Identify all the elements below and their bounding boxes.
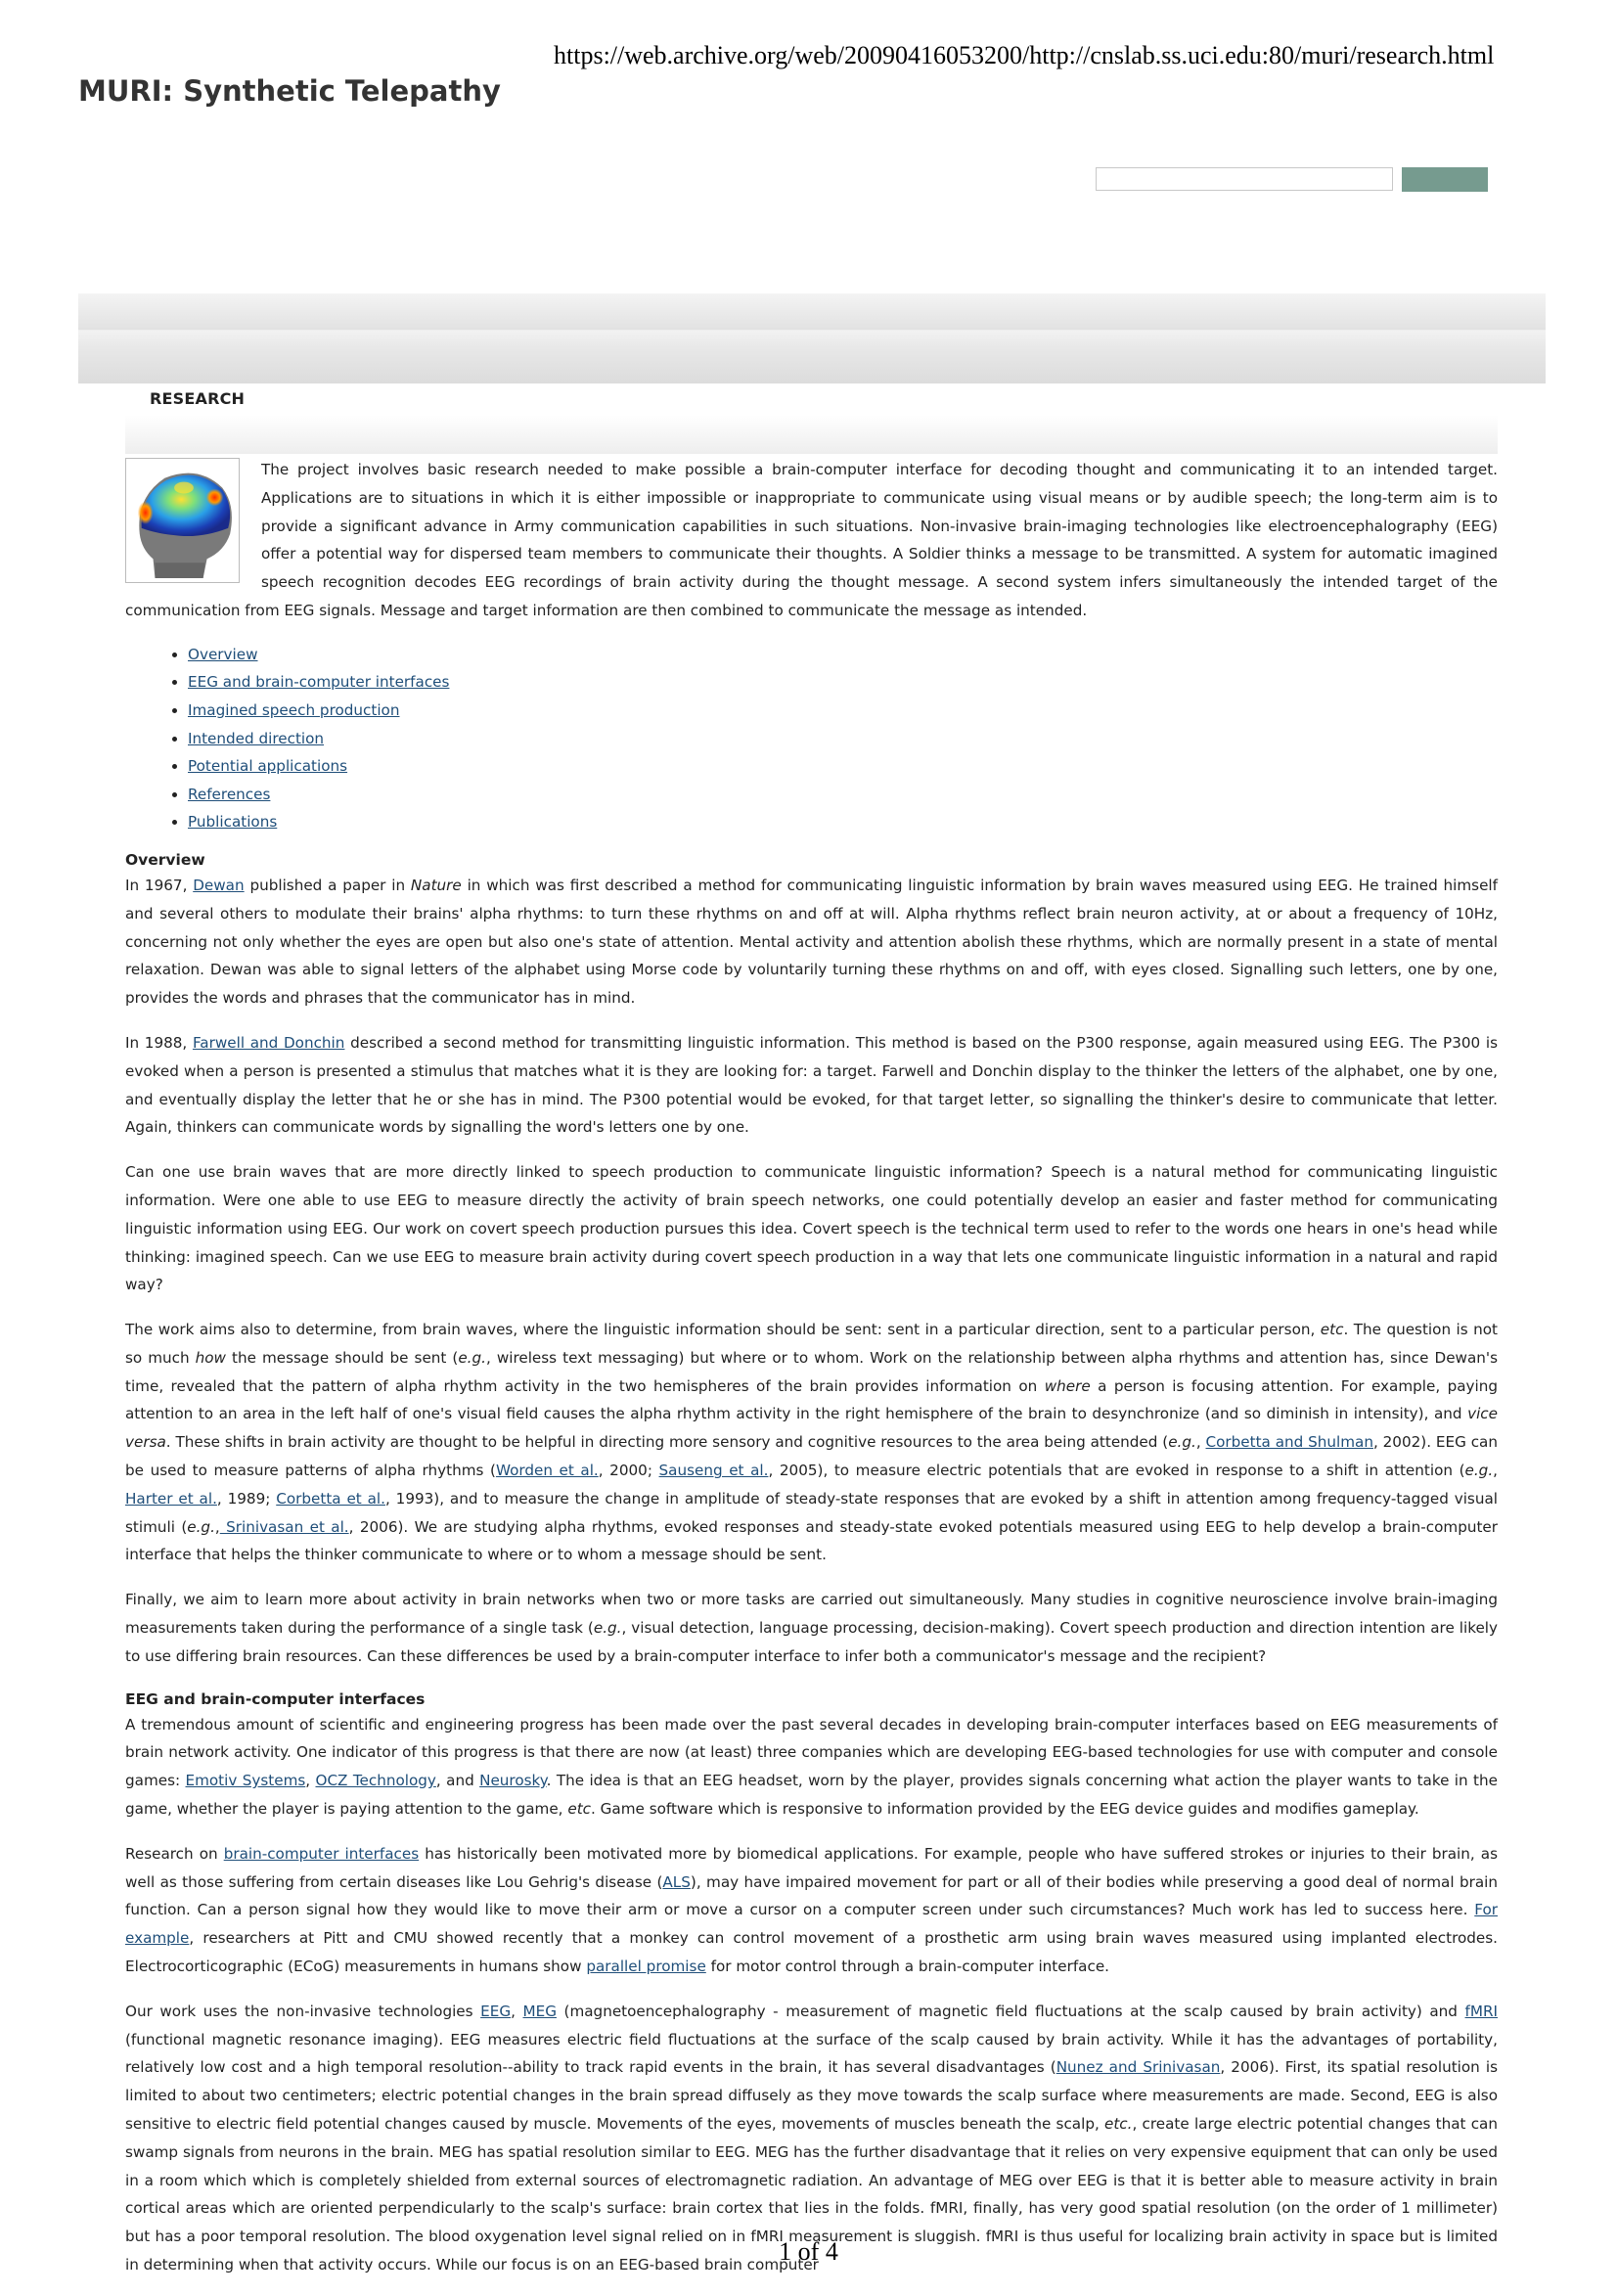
toc-link-intended-direction[interactable]: Intended direction: [188, 729, 325, 747]
link-fmri[interactable]: fMRI: [1464, 2002, 1499, 2020]
toc-item: [188, 752, 1498, 781]
link-parallel-promise[interactable]: parallel promise: [586, 1958, 706, 1976]
link-bci[interactable]: brain-computer interfaces: [223, 1844, 420, 1863]
overview-heading: Overview: [125, 850, 205, 869]
link-for-example[interactable]: For example: [125, 1901, 1498, 1948]
link-sauseng[interactable]: Sauseng et al.: [658, 1462, 769, 1480]
navigation-bar: [78, 293, 1546, 383]
eeg-bci-paragraph-2: Research on brain-computer interfaces has historically been motivated more by biomedical applications. For example, people who have suffered strokes or injuries to their brain, as well as those suffering from certain diseases like Lou Gehrig's disease (ALS), may have impaired movement for part or all of their bodies while preserving a good deal of normal brain function. Can a person signal how they would like to move their arm or move a cursor on a computer screen under such circumstances? Much work has led to success here. For example, researchers at Pitt and CMU showed recently that a monkey can control movement of a prosthetic arm using brain waves measured using implanted electrodes. Electrocorticographic (ECoG) measurements in humans show parallel promise for motor control through a brain-computer interface.: [125, 1844, 1498, 1976]
intro-block: [125, 456, 1498, 625]
search-input[interactable]: [1096, 167, 1393, 191]
link-emotiv[interactable]: Emotiv Systems: [185, 1772, 306, 1790]
overview-paragraph-1: In 1967, Dewan published a paper in Nature in which was first described a method for communicating linguistic information by brain waves measured using EEG. He trained himself and several others to modulate their brains' alpha rhythms: to turn these rhythms on and off at will. Alpha rhythms reflect brain neuron activity, at or about a frequency of 10Hz, concerning not only whether the eyes are open but also one's state of attention. Mental activity and attention abolish these rhythms, which are normally present in a state of mental relaxation. Dewan was able to signal letters of the alphabet using Morse code by voluntarily turning these rhythms on and off, with eyes closed. Signalling such letters, one by one, provides the words and phrases that the communicator has in mind.: [125, 876, 1498, 1008]
toc-link-publications[interactable]: Publications: [188, 813, 278, 832]
link-farwell-donchin[interactable]: Farwell and Donchin: [192, 1033, 345, 1052]
link-meg[interactable]: MEG: [522, 2002, 557, 2020]
link-als[interactable]: ALS: [662, 1872, 691, 1891]
link-ocz[interactable]: OCZ Technology: [315, 1772, 436, 1790]
eeg-bci-paragraph-3: Our work uses the non-invasive technologies EEG, MEG (magnetoencephalography - measurement of magnetic field fluctuations at the scalp caused by brain activity) and fMRI (functional magnetic resonance imaging). EEG measures electric field fluctuations at the surface of the scalp caused by brain activity. While it has the advantages of portability, relatively low cost and a high temporal resolution--ability to track rapid events in the brain, it has several disadvantages (Nunez and Srinivasan, 2006). First, its spatial resolution is limited to about two centimeters; electric potential changes in the brain spread diffusely as they move towards the scalp surface where measurements are made. Second, EEG is also sensitive to electric field potential changes caused by muscle. Movements of the eyes, movements of muscles beneath the scalp, etc., create large electric potential changes that can swamp signals from neurons in the brain. MEG has spatial resolution similar to EEG. MEG has the further disadvantage that it relies on very expensive equipment that can only be used in a room which which is completely shielded from external sources of electromagnetic radiation. An advantage of MEG over EEG is that it is better able to measure activity in brain cortical areas which are oriented perpendicularly to the scalp's surface: brain cortex that lies in the folds. fMRI, finally, has very good spatial resolution (on the order of 1 millimeter) but has a poor temporal resolution. The blood oxygenation level signal relied on in fMRI measurement is sluggish. fMRI is thus useful for localizing brain activity in space but is limited in determining when that activity occurs. While our focus is on an EEG-based brain computer: [125, 2002, 1499, 2273]
toc-item: [188, 668, 1498, 697]
link-worden[interactable]: Worden et al.: [495, 1462, 599, 1480]
link-nunez-srinivasan[interactable]: Nunez and Srinivasan: [1056, 2058, 1221, 2077]
toc-item: [188, 697, 1498, 725]
section-heading: RESEARCH: [150, 389, 246, 408]
overview-paragraph-2: In 1988, Farwell and Donchin described a second method for transmitting linguistic information. This method is based on the P300 response, again measured using EEG. The P300 is evoked when a person is presented a stimulus that matches what it is they are looking for: a target. Farwell and Donchin display to the thinker the letters of the alphabet, one by one, and eventually display the letter that he or she has in mind. The P300 potential would be evoked, for that target letter, so signalling the thinker's desire to communicate that letter. Again, thinkers can communicate words by signalling the word's letters one by one.: [125, 1033, 1498, 1137]
section-heading-bar: [125, 415, 1498, 454]
toc-link-eeg-bci[interactable]: EEG and brain-computer interfaces: [188, 673, 450, 692]
toc-link-imagined-speech[interactable]: Imagined speech production: [188, 700, 400, 719]
search-button[interactable]: [1402, 167, 1488, 192]
archive-url-header: https://web.archive.org/web/20090416053200/http://cnslab.ss.uci.edu:80/muri/research.html: [554, 41, 1495, 69]
eeg-bci-paragraph-1: A tremendous amount of scientific and engineering progress has been made over the past several decades in developing brain-computer interfaces based on EEG measurements of brain network activity. One indicator of this progress is that there are now (at least) three companies which are developing EEG-based technologies for use with computer and console games: Emotiv Systems, OCZ Technology, and Neurosky. The idea is that an EEG headset, worn by the player, provides signals concerning what action the player wants to take in the game, whether the player is paying attention to the game, etc. Game software which is responsive to information provided by the EEG device guides and modifies gameplay.: [125, 1715, 1498, 1819]
toc-link-overview[interactable]: Overview: [188, 645, 258, 663]
toc-item: [188, 808, 1498, 836]
table-of-contents: [125, 641, 1498, 836]
overview-paragraph-3: Can one use brain waves that are more directly linked to speech production to communicate linguistic information? Speech is a natural method for communicating linguistic information. Were one able to use EEG to measure directly the activity of brain speech networks, one could potentially develop an easier and faster method for communicating linguistic information using EEG. Our work on covert speech production pursues this idea. Covert speech is the technical term used to refer to the words one hears in one's head while thinking: imagined speech. Can we use EEG to measure brain activity during covert speech production in a way that lets one communicate linguistic information in a natural and rapid way?: [125, 1163, 1498, 1294]
intro-text: The project involves basic research needed to make possible a brain-computer interface for decoding thought and communicating it to an intended target. Applications are to situations in which it is either impossible or inappropriate to communicate using visual means or by audible speech; the long-term aim is to provide a significant advance in Army communication capabilities in such situations. Non-invasive brain-imaging technologies like electroencephalography (EEG) offer a potential way for dispersed team members to communicate their thoughts. A Soldier thinks a message to be transmitted. A system for automatic imagined speech recognition decodes EEG recordings of brain activity during the thought message. A second system infers simultaneously the intended target of the communication from EEG signals. Message and target information are then combined to communicate the message as intended.: [125, 461, 1498, 619]
link-corbetta-shulman[interactable]: Corbetta and Shulman: [1205, 1433, 1373, 1452]
site-title[interactable]: MURI: Synthetic Telepathy: [78, 74, 501, 108]
link-corbetta[interactable]: Corbetta et al.: [276, 1489, 385, 1508]
link-eeg[interactable]: EEG: [480, 2002, 512, 2020]
toc-item: [188, 725, 1498, 753]
toc-item: [188, 641, 1498, 669]
toc-link-references[interactable]: References: [188, 785, 271, 803]
overview-paragraph-4: The work aims also to determine, from brain waves, where the linguistic information should be sent: sent in a particular direction, sent to a particular person, etc. The question is not so much how the message should be sent (e.g., wireless text messaging) but where or to whom. Work on the relationship between alpha rhythms and attention has, since Dewan's time, revealed that the pattern of alpha rhythm activity in the two hemispheres of the brain provides information on where a person is focusing attention. For example, paying attention to an area in the left half of one's visual field causes the alpha rhythm activity in the right hemisphere of the brain to desynchronize (and so diminish in intensity), and vice versa. These shifts in brain activity are thought to be helpful in directing more sensory and cognitive resources to the area being attended (e.g., Corbetta and Shulman, 2002). EEG can be used to measure patterns of alpha rhythms (Worden et al., 2000; Sauseng et al., 2005), to measure electric potentials that are evoked in response to a shift in attention (e.g., Harter et al., 1989; Corbetta et al., 1993), and to measure the change in amplitude of steady-state responses that are evoked by a shift in attention among frequency-tagged visual stimuli (e.g., Srinivasan et al., 2006). We are studying alpha rhythms, evoked responses and steady-state evoked potentials measured using EEG to help develop a brain-computer interface that helps the thinker communicate to where or to whom a message should be sent.: [125, 1321, 1498, 1564]
link-harter[interactable]: Harter et al.: [125, 1489, 217, 1508]
overview-paragraph-5: Finally, we aim to learn more about activity in brain networks when two or more tasks are carried out simultaneously. Many studies in cognitive neuroscience involve brain-imaging measurements taken during the performance of a single task (e.g., visual detection, language processing, decision-making). Covert speech production and direction intention are likely to use differing brain resources. Can these differences be used by a brain-computer interface to infer both a communicator's message and the recipient?: [125, 1591, 1498, 1665]
toc-item: [188, 781, 1498, 809]
eeg-bci-heading: EEG and brain-computer interfaces: [125, 1689, 426, 1708]
page-number: 1 of 4: [779, 2237, 838, 2266]
main-content: [125, 456, 1498, 2296]
link-dewan[interactable]: Dewan: [193, 876, 245, 894]
eeg-head-map-image: [125, 458, 240, 583]
link-neurosky[interactable]: Neurosky: [479, 1772, 547, 1790]
link-srinivasan[interactable]: Srinivasan et al.: [219, 1517, 349, 1536]
toc-link-potential-applications[interactable]: Potential applications: [188, 757, 348, 776]
